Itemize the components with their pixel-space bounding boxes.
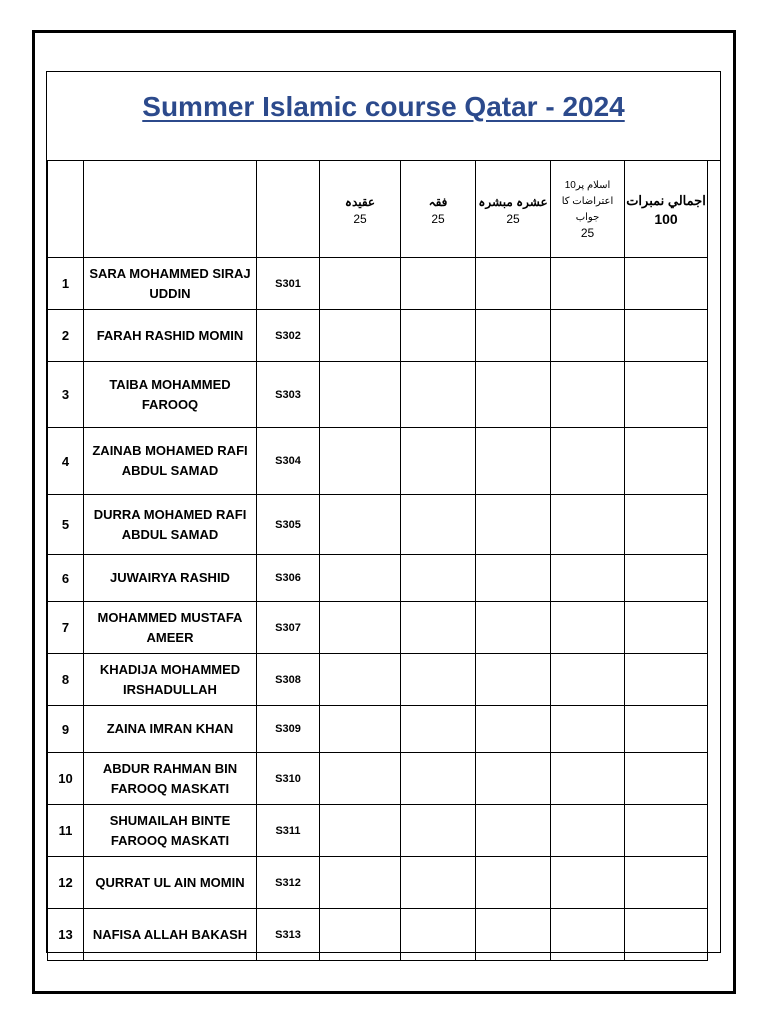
aqeedah-mark-cell[interactable] — [320, 654, 401, 706]
header-objections — [551, 161, 625, 258]
student-id: S309 — [257, 706, 320, 753]
table-row — [48, 362, 708, 428]
ashra-mark-cell[interactable] — [476, 428, 551, 495]
objections-mark-cell[interactable] — [551, 805, 625, 857]
total-max: 100 — [654, 211, 678, 227]
aqeedah-mark-cell[interactable] — [320, 495, 401, 555]
fiqh-max: 25 — [431, 211, 445, 226]
fiqh-mark-cell[interactable] — [401, 706, 476, 753]
student-no: 12 — [48, 857, 84, 909]
ashra-mark-cell[interactable] — [476, 706, 551, 753]
aqeedah-mark-cell[interactable] — [320, 753, 401, 805]
student-name: MOHAMMED MUSTAFA AMEER — [84, 602, 257, 654]
objections-mark-cell[interactable] — [551, 909, 625, 961]
header-name — [84, 161, 257, 258]
student-no: 2 — [48, 310, 84, 362]
objections-mark-cell[interactable] — [551, 555, 625, 602]
aqeedah-mark-cell[interactable] — [320, 428, 401, 495]
student-name: SARA MOHAMMED SIRAJ UDDIN — [84, 258, 257, 310]
fiqh-mark-cell[interactable] — [401, 555, 476, 602]
fiqh-mark-cell[interactable] — [401, 362, 476, 428]
ashra-mark-cell[interactable] — [476, 909, 551, 961]
student-no: 10 — [48, 753, 84, 805]
student-no: 4 — [48, 428, 84, 495]
student-name: TAIBA MOHAMMED FAROOQ — [84, 362, 257, 428]
student-name: ZAINA IMRAN KHAN — [84, 706, 257, 753]
ashra-mark-cell[interactable] — [476, 495, 551, 555]
student-id: S308 — [257, 654, 320, 706]
ashra-mark-cell[interactable] — [476, 310, 551, 362]
total-mark-cell[interactable] — [625, 654, 708, 706]
student-id: S304 — [257, 428, 320, 495]
student-no: 13 — [48, 909, 84, 961]
aqeedah-mark-cell[interactable] — [320, 362, 401, 428]
ashra-mark-cell[interactable] — [476, 258, 551, 310]
fiqh-mark-cell[interactable] — [401, 857, 476, 909]
fiqh-mark-cell[interactable] — [401, 495, 476, 555]
aqeedah-mark-cell[interactable] — [320, 805, 401, 857]
table-row — [48, 909, 708, 961]
student-name: ZAINAB MOHAMED RAFI ABDUL SAMAD — [84, 428, 257, 495]
marks-table — [47, 160, 708, 961]
objections-mark-cell[interactable] — [551, 428, 625, 495]
fiqh-mark-cell[interactable] — [401, 805, 476, 857]
total-mark-cell[interactable] — [625, 602, 708, 654]
aqeedah-label: عقیدہ — [344, 194, 376, 209]
header-no — [48, 161, 84, 258]
total-mark-cell[interactable] — [625, 495, 708, 555]
fiqh-mark-cell[interactable] — [401, 428, 476, 495]
table-row — [48, 310, 708, 362]
student-name: KHADIJA MOHAMMED IRSHADULLAH — [84, 654, 257, 706]
total-mark-cell[interactable] — [625, 753, 708, 805]
student-name: NAFISA ALLAH BAKASH — [84, 909, 257, 961]
total-mark-cell[interactable] — [625, 555, 708, 602]
total-mark-cell[interactable] — [625, 857, 708, 909]
aqeedah-mark-cell[interactable] — [320, 258, 401, 310]
objections-mark-cell[interactable] — [551, 495, 625, 555]
total-mark-cell[interactable] — [625, 706, 708, 753]
ashra-mark-cell[interactable] — [476, 753, 551, 805]
student-no: 11 — [48, 805, 84, 857]
header-id — [257, 161, 320, 258]
student-name: SHUMAILAH BINTE FAROOQ MASKATI — [84, 805, 257, 857]
ashra-mark-cell[interactable] — [476, 805, 551, 857]
objections-mark-cell[interactable] — [551, 706, 625, 753]
student-name: FARAH RASHID MOMIN — [84, 310, 257, 362]
ashra-mark-cell[interactable] — [476, 555, 551, 602]
total-mark-cell[interactable] — [625, 428, 708, 495]
fiqh-mark-cell[interactable] — [401, 909, 476, 961]
student-id: S311 — [257, 805, 320, 857]
objections-mark-cell[interactable] — [551, 310, 625, 362]
fiqh-mark-cell[interactable] — [401, 654, 476, 706]
fiqh-mark-cell[interactable] — [401, 310, 476, 362]
student-id: S302 — [257, 310, 320, 362]
table-row — [48, 428, 708, 495]
objections-mark-cell[interactable] — [551, 362, 625, 428]
aqeedah-mark-cell[interactable] — [320, 857, 401, 909]
objections-mark-cell[interactable] — [551, 654, 625, 706]
ashra-max: 25 — [506, 211, 520, 226]
table-row — [48, 602, 708, 654]
objections-mark-cell[interactable] — [551, 258, 625, 310]
student-id: S312 — [257, 857, 320, 909]
student-no: 5 — [48, 495, 84, 555]
aqeedah-mark-cell[interactable] — [320, 706, 401, 753]
table-row — [48, 706, 708, 753]
table-row — [48, 857, 708, 909]
student-no: 7 — [48, 602, 84, 654]
total-mark-cell[interactable] — [625, 805, 708, 857]
table-right-strip — [707, 160, 721, 953]
student-id: S303 — [257, 362, 320, 428]
aqeedah-mark-cell[interactable] — [320, 310, 401, 362]
student-no: 8 — [48, 654, 84, 706]
student-id: S305 — [257, 495, 320, 555]
table-row — [48, 258, 708, 310]
student-no: 9 — [48, 706, 84, 753]
table-row — [48, 805, 708, 857]
table-row — [48, 753, 708, 805]
page-title: Summer Islamic course Qatar - 2024 — [142, 91, 625, 122]
table-row — [48, 495, 708, 555]
student-rows — [48, 258, 708, 961]
ashra-mark-cell[interactable] — [476, 362, 551, 428]
ashra-mark-cell[interactable] — [476, 602, 551, 654]
student-id: S310 — [257, 753, 320, 805]
student-name: DURRA MOHAMED RAFI ABDUL SAMAD — [84, 495, 257, 555]
fiqh-mark-cell[interactable] — [401, 602, 476, 654]
table-row — [48, 555, 708, 602]
header-row — [48, 161, 708, 258]
ashra-mark-cell[interactable] — [476, 654, 551, 706]
aqeedah-mark-cell[interactable] — [320, 909, 401, 961]
ashra-label: عشرہ مبشرہ — [478, 194, 548, 209]
objections-mark-cell[interactable] — [551, 753, 625, 805]
student-id: S307 — [257, 602, 320, 654]
student-no: 3 — [48, 362, 84, 428]
ashra-mark-cell[interactable] — [476, 857, 551, 909]
objections-mark-cell[interactable] — [551, 602, 625, 654]
student-id: S301 — [257, 258, 320, 310]
student-id: S313 — [257, 909, 320, 961]
student-id: S306 — [257, 555, 320, 602]
objections-label: اسلام پر10 اعتراضات کا جواب — [561, 180, 614, 223]
objections-max: 25 — [580, 226, 595, 240]
total-mark-cell[interactable] — [625, 258, 708, 310]
student-no: 6 — [48, 555, 84, 602]
table-row — [48, 654, 708, 706]
student-name: ABDUR RAHMAN BIN FAROOQ MASKATI — [84, 753, 257, 805]
header-ashra — [476, 161, 551, 258]
student-no: 1 — [48, 258, 84, 310]
aqeedah-max: 25 — [353, 211, 367, 226]
header-fiqh — [401, 161, 476, 258]
total-mark-cell[interactable] — [625, 310, 708, 362]
fiqh-label: فقہ — [428, 194, 448, 209]
aqeedah-mark-cell[interactable] — [320, 555, 401, 602]
header-aqeedah — [320, 161, 401, 258]
objections-mark-cell[interactable] — [551, 857, 625, 909]
total-mark-cell[interactable] — [625, 909, 708, 961]
total-mark-cell[interactable] — [625, 362, 708, 428]
student-name: QURRAT UL AIN MOMIN — [84, 857, 257, 909]
aqeedah-mark-cell[interactable] — [320, 602, 401, 654]
marks-sheet — [46, 71, 721, 953]
total-label: اجمالي نمبرات — [626, 193, 706, 208]
title-box — [47, 72, 720, 161]
header-total — [625, 161, 708, 258]
fiqh-mark-cell[interactable] — [401, 753, 476, 805]
fiqh-mark-cell[interactable] — [401, 258, 476, 310]
student-name: JUWAIRYA RASHID — [84, 555, 257, 602]
